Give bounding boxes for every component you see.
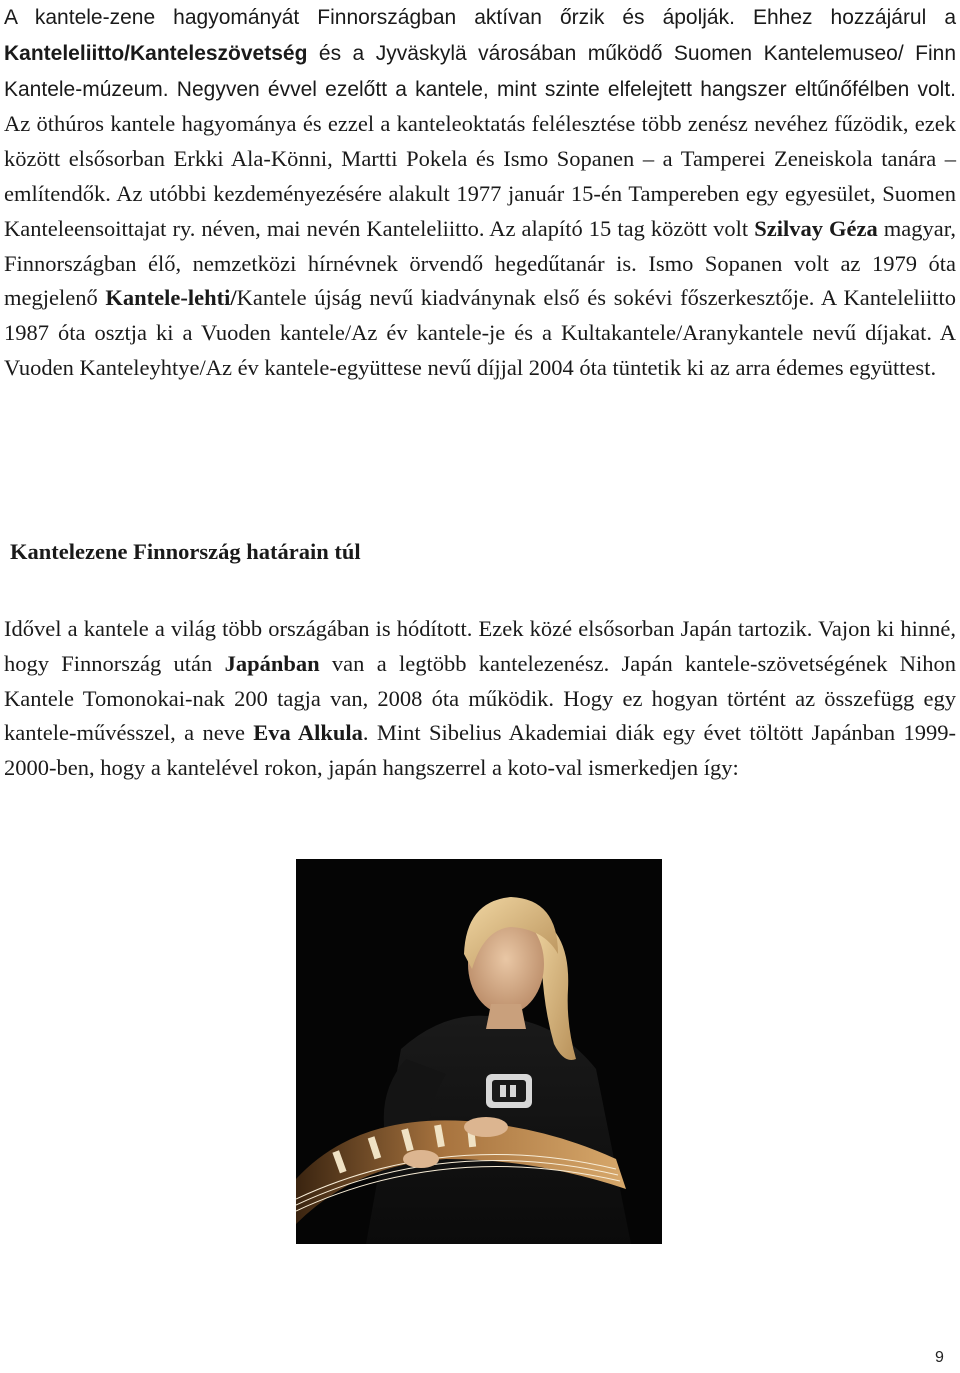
kantele-lehti-bold: Kantele-lehti/ [105, 285, 237, 311]
paragraph-text: magyar, Finnországban élő, nemzetközi hírnévnek örvendő hegedűtanár is. [4, 215, 956, 276]
paragraph-text: Az öthúros kantele hagyománya és ezzel a kanteleoktatás felélesztése több zenész nevéhez fűzödik, ezek között elsősorban Erkki Ala-Könni, Martti Pokela és Ismo Sopanen – a Tamperei Zeneiskola tanára – említendők. Az utóbbi kezdeményezésére alakult 1977 január 15-én Tampereben egy egyesület, Suomen Kanteleensoittajat ry. néven, mai nevén Kanteleliitto. Az alapító 15 tag között volt [4, 111, 956, 241]
paragraph-text: Idővel a kantele a világ több országában is hódított. Ezek közé elsősorban Japán tartozik. Vajon ki hinné, hogy Finnország után [4, 616, 956, 676]
japanban-bold: Japánban [224, 650, 320, 676]
paragraph-text: Ismo Sopanen volt az 1979 óta megjelenő [4, 250, 956, 311]
section-heading: Kantelezene Finnország határain túl [10, 539, 361, 564]
paragraph-text: . Mint Sibelius Akademiai diák egy évet töltött Japánban 1999-2000-ben, hogy a kantelével rokon, japán hangszerrel a koto-val ismerkedjen így: [4, 720, 956, 781]
szilvay-geza-bold: Szilvay Géza [754, 215, 878, 241]
musician-photo [296, 859, 662, 1244]
paragraph-text-sans: és a Jyväskylä városában működő Suomen Kantelemuseo/ Finn Kantele-múzeum. Negyven évvel ezelőtt a kantele, mint szinte elfelejtett hangszer eltűnőfélben volt. [4, 41, 956, 101]
kanteleliitto-bold: Kanteleliitto/Kanteleszövetség [4, 41, 308, 65]
paragraph-text: Kantele újság nevű kiadványnak első és sokévi főszerkesztője. A Kanteleliitto 1987 óta osztja ki a Vuoden kantele/Az év kantele-je és a Kultakantele/Aranykantele nevű díjakat. A Vuoden Kanteleyhtye/Az év kantele-együttese nevű díjjal 2004 óta tüntetik ki az arra édemes együttest. [4, 285, 956, 380]
photo-of-musician-playing-koto-icon [296, 859, 662, 1244]
eva-alkula-bold: Eva Alkula [253, 720, 363, 746]
paragraph-text-sans: A kantele-zene hagyományát Finnországban aktívan őrzik és ápolják. Ehhez hozzájárul a [4, 6, 956, 29]
intro-paragraph [4, 0, 956, 386]
page-number: 9 [935, 1349, 944, 1366]
section-paragraph [4, 612, 956, 786]
paragraph-text: van a legtöbb kantelezenész. Japán kantele-szövetségének Nihon Kantele Tomonokai-nak 200 tagja van, 2008 óta működik. Hogy ez hogyan történt az összefügg egy kantele-művésszel, a neve [4, 650, 956, 746]
